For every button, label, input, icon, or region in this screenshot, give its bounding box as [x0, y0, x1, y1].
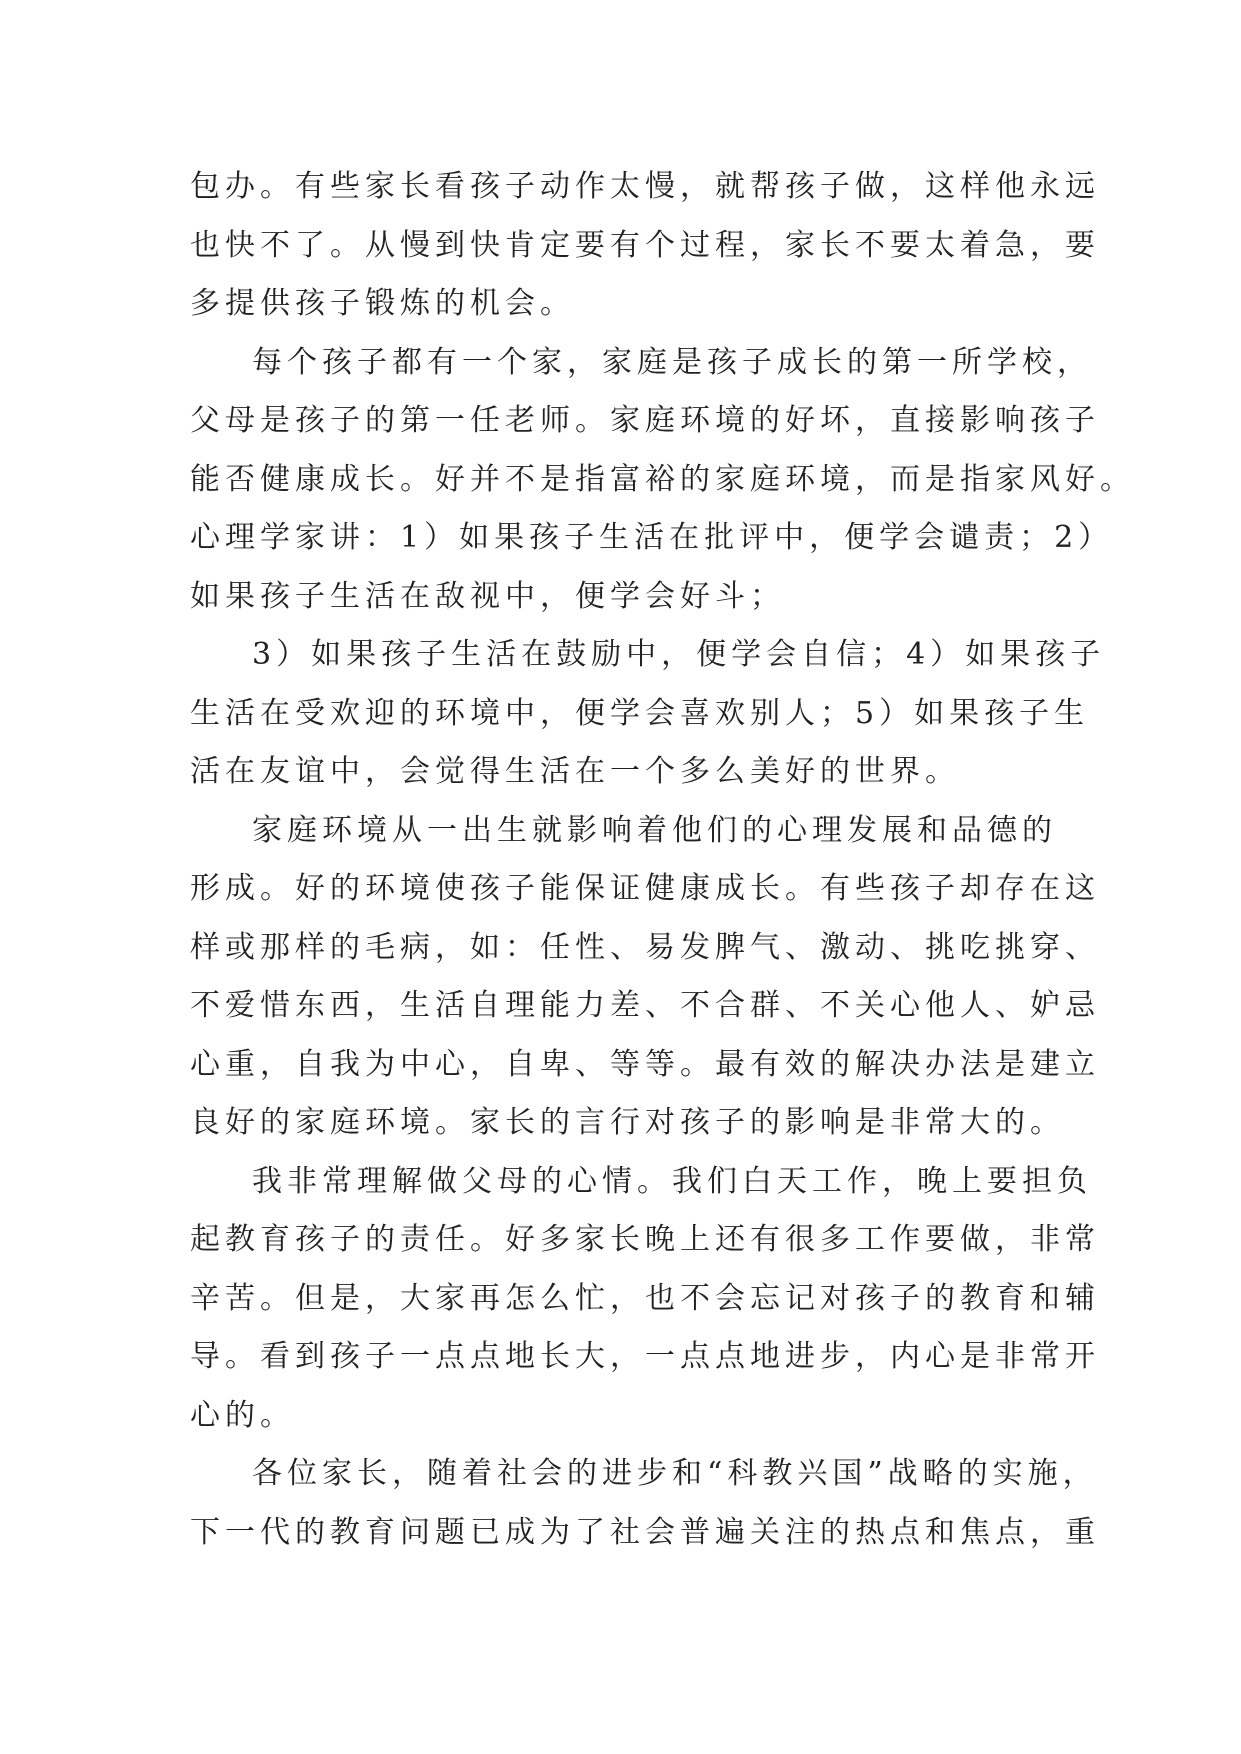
text-line: 不爱惜东西，生活自理能力差、不合群、不关心他人、妒忌: [190, 988, 1100, 1023]
text-line: 心的。: [190, 1397, 295, 1433]
text-line: 样或那样的毛病，如：任性、易发脾气、激动、挑吃挑穿、: [190, 929, 1100, 965]
text-line: 心重，自我为中心，自卑、等等。最有效的解决办法是建立: [190, 1046, 1100, 1082]
text-line: 能否健康成长。好并不是指富裕的家庭环境，而是指家风好。: [190, 461, 1135, 497]
text-line: 导。看到孩子一点点地长大，一点点地进步，内心是非常开: [190, 1339, 1100, 1374]
text-line: 心理学家讲：1）如果孩子生活在批评中，便学会谴责；2）: [190, 520, 1114, 555]
text-line: 生活在受欢迎的环境中，便学会喜欢别人；5）如果孩子生: [190, 695, 1090, 731]
paragraph-first-line: 各位家长，随着社会的进步和“科教兴国”战略的实施，: [252, 1456, 1098, 1491]
text-line: 如果孩子生活在敌视中，便学会好斗；: [190, 578, 785, 614]
paragraph-first-line: 我非常理解做父母的心情。我们白天工作，晚上要担负: [252, 1163, 1092, 1199]
text-line: 多提供孩子锻炼的机会。: [190, 286, 575, 321]
paragraph-first-line: 家庭环境从一出生就影响着他们的心理发展和品德的: [252, 812, 1057, 848]
text-line: 父母是孩子的第一任老师。家庭环境的好坏，直接影响孩子: [190, 403, 1100, 438]
text-line: 起教育孩子的责任。好多家长晚上还有很多工作要做，非常: [190, 1222, 1100, 1257]
text-line: 活在友谊中，会觉得生活在一个多么美好的世界。: [190, 754, 960, 789]
text-line: 辛苦。但是，大家再怎么忙，也不会忘记对孩子的教育和辅: [190, 1280, 1100, 1316]
paragraph-first-line: 每个孩子都有一个家，家庭是孩子成长的第一所学校，: [252, 344, 1092, 380]
paragraph-first-line: 3）如果孩子生活在鼓励中，便学会自信；4）如果孩子: [252, 637, 1106, 672]
text-line: 也快不了。从慢到快肯定要有个过程，家长不要太着急，要: [190, 227, 1100, 263]
text-line: 良好的家庭环境。家长的言行对孩子的影响是非常大的。: [190, 1105, 1065, 1140]
document-body: [190, 158, 1135, 1562]
text-line: 下一代的教育问题已成为了社会普遍关注的热点和焦点，重: [190, 1514, 1100, 1550]
text-line: 包办。有些家长看孩子动作太慢，就帮孩子做，这样他永远: [190, 169, 1100, 204]
text-line: 形成。好的环境使孩子能保证健康成长。有些孩子却存在这: [190, 871, 1100, 906]
